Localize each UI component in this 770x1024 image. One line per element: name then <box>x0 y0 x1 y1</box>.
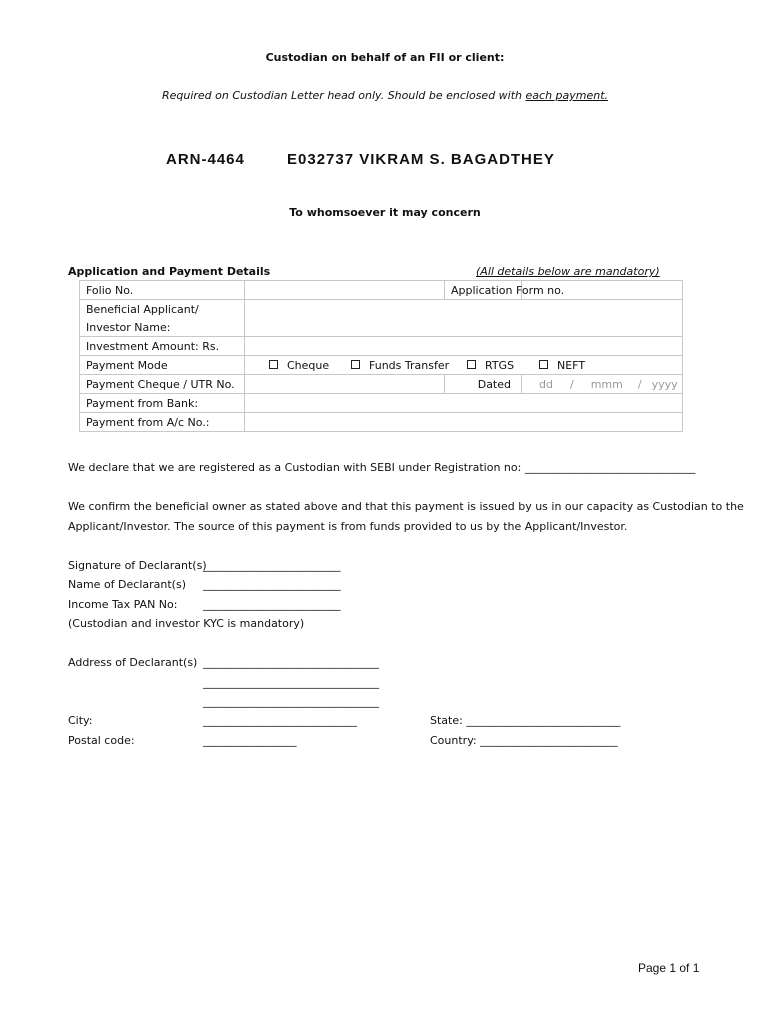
salutation: To whomsoever it may concern <box>289 206 481 219</box>
subtitle-text: Required on Custodian Letter head only. Should be enclosed with <box>161 89 526 102</box>
table-row <box>80 356 683 375</box>
checkbox-icon[interactable] <box>269 360 278 369</box>
country-label: Country: <box>430 734 477 747</box>
city-label: City: <box>68 714 93 727</box>
date-sep: / <box>569 377 574 391</box>
form-subtitle <box>0 89 770 102</box>
bank-input[interactable] <box>245 394 683 413</box>
payment-mode-options <box>245 356 683 375</box>
account-label: Payment from A/c No.: <box>80 413 245 432</box>
state-row <box>430 714 620 727</box>
dated-label: Dated <box>445 375 522 394</box>
section-title: Application and Payment Details <box>68 265 271 278</box>
bank-label: Payment from Bank: <box>80 394 245 413</box>
beneficiary-label-2: Investor Name: <box>80 318 245 337</box>
beneficiary-label-1: Beneficial Applicant/ <box>80 300 245 319</box>
declarant-name-label: Name of Declarant(s) <box>68 578 186 591</box>
confirm-line-1: We confirm the beneficial owner as stated above and that this payment is issued by us in our capacity as Custodian to the <box>68 500 744 513</box>
payment-details-table <box>79 280 683 432</box>
signature-label: Signature of Declarant(s) <box>68 559 207 572</box>
mode-rtgs[interactable] <box>467 359 539 372</box>
table-row <box>80 337 683 356</box>
arn-holder: E032737 VIKRAM S. BAGADTHEY <box>287 151 555 168</box>
address-line-3[interactable]: ________________________________ <box>203 695 379 708</box>
city-field[interactable]: ____________________________ <box>203 714 357 727</box>
cheque-utr-input[interactable] <box>245 375 445 394</box>
investment-amount-label: Investment Amount: Rs. <box>80 337 245 356</box>
mode-funds-transfer-label: Funds Transfer <box>369 358 450 372</box>
registration-declaration: We declare that we are registered as a Custodian with SEBI under Registration no: _______________________________ <box>68 461 696 474</box>
date-input[interactable] <box>522 375 683 394</box>
mode-funds-transfer[interactable] <box>351 359 467 372</box>
postal-field[interactable]: _________________ <box>203 734 297 747</box>
declarant-name-field[interactable]: _________________________ <box>203 578 341 591</box>
mode-rtgs-label: RTGS <box>485 358 515 372</box>
postal-label: Postal code: <box>68 734 135 747</box>
pan-label: Income Tax PAN No: <box>68 598 178 611</box>
investment-amount-input[interactable] <box>245 337 683 356</box>
app-form-label: Application Form no. <box>445 281 522 300</box>
mandatory-note: (All details below are mandatory) <box>476 265 660 278</box>
country-row <box>430 734 618 747</box>
cheque-utr-label: Payment Cheque / UTR No. <box>80 375 245 394</box>
arn-code: ARN-4464 <box>166 151 245 168</box>
form-title: Custodian on behalf of an FII or client: <box>265 51 505 64</box>
page-number: Page 1 of 1 <box>638 961 700 975</box>
beneficiary-input[interactable] <box>245 300 683 337</box>
folio-input[interactable] <box>245 281 445 300</box>
mode-cheque[interactable] <box>269 359 351 372</box>
date-yy: yyyy <box>651 377 678 391</box>
confirm-line-2: Applicant/Investor. The source of this payment is from funds provided to us by the Applicant/Investor. <box>68 520 628 533</box>
date-sep: / <box>637 377 642 391</box>
state-label: State: <box>430 714 463 727</box>
subtitle-emphasis: each payment. <box>525 89 609 102</box>
payment-mode-label: Payment Mode <box>80 356 245 375</box>
table-row <box>80 394 683 413</box>
checkbox-icon[interactable] <box>539 360 548 369</box>
address-label: Address of Declarant(s) <box>68 656 198 669</box>
folio-label: Folio No. <box>80 281 245 300</box>
mode-neft-label: NEFT <box>557 358 586 372</box>
state-field[interactable]: ____________________________ <box>466 714 621 727</box>
checkbox-icon[interactable] <box>467 360 476 369</box>
signature-field[interactable]: _________________________ <box>203 559 341 572</box>
pan-field[interactable]: _________________________ <box>203 598 341 611</box>
table-row <box>80 300 683 319</box>
table-row <box>80 413 683 432</box>
table-row <box>80 375 683 394</box>
kyc-note: (Custodian and investor KYC is mandatory) <box>68 617 305 630</box>
table-row <box>80 281 683 300</box>
mode-neft[interactable] <box>539 359 585 372</box>
date-mm: mmm <box>590 377 623 391</box>
date-dd: dd <box>539 377 553 391</box>
checkbox-icon[interactable] <box>351 360 360 369</box>
mode-cheque-label: Cheque <box>287 358 330 372</box>
account-input[interactable] <box>245 413 683 432</box>
address-line-1[interactable]: ________________________________ <box>203 656 379 669</box>
country-field[interactable]: _________________________ <box>480 734 618 747</box>
address-line-2[interactable]: ________________________________ <box>203 676 379 689</box>
